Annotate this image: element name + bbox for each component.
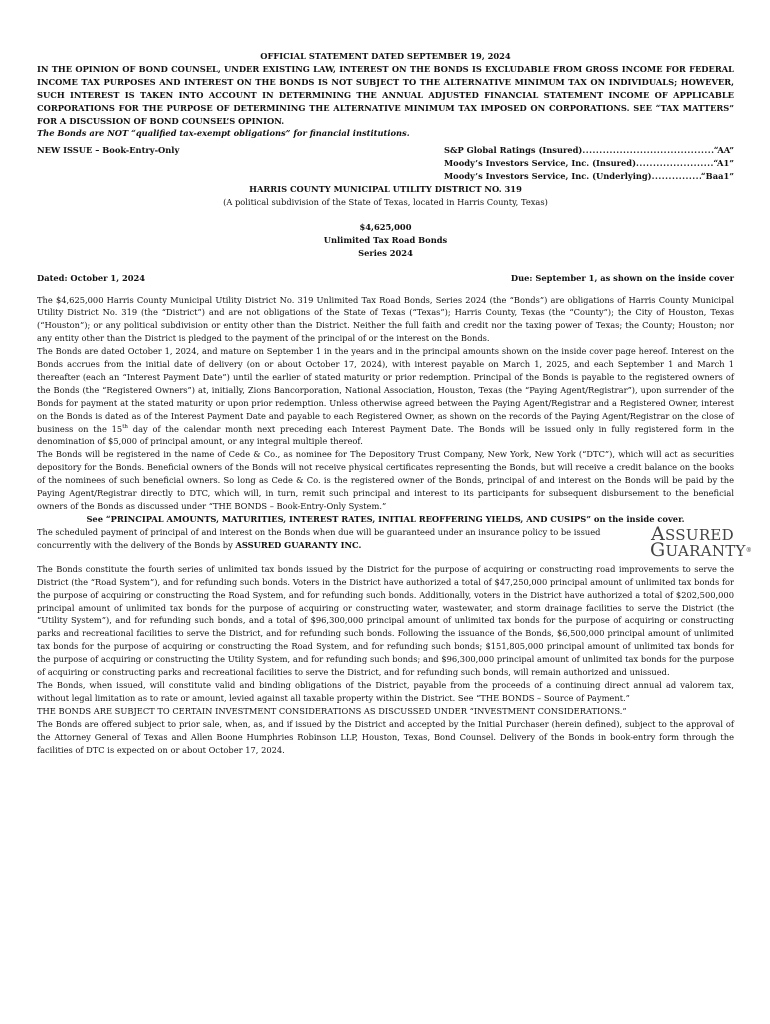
paragraph-obligations: The $4,625,000 Harris County Municipal Utility District No. 319 Unlimited Tax Road Bonds, Series 2024 (the “Bonds”) are obligations of Harris County Municipal Utility District No. 319 (the “District”) and are not obligations of the State of Texas (“Texas”); Harris County, Texas (the “County”); the City of Houston, Texas (“Houston”); or any political subdivision or entity other than the District. Neither the full faith and credit nor the taxing power of Texas; the County; Houston; nor any entity other than the District is pledged to the payment of the principal of or the interest on the Bonds.: [37, 294, 734, 344]
paragraph-book-entry: The Bonds will be registered in the name of Cede & Co., as nominee for The Depository Trust Company, New York, New York (“DTC”), which will act as securities depository for the Bonds. Beneficial owners of the Bonds will not receive physical certificates representing the Bonds, but will receive a credit balance on the books of the nominees of such beneficial owners. So long as Cede & Co. is the registered owner of the Bonds, principal of and interest on the Bonds will be paid by the Paying Agent/Registrar directly to DTC, which will, in turn, remit such principal and interest to its participants for subsequent disbursement to the beneficial owners of the Bonds as discussed under “THE BONDS – Book-Entry-Only System.”: [37, 449, 734, 511]
logo-line-guaranty: GUARANTY®: [650, 538, 753, 561]
leader-dots: [636, 157, 713, 170]
rating-label: Moody’s Investors Service, Inc. (Underlying): [444, 171, 652, 182]
document-title: OFFICIAL STATEMENT DATED SEPTEMBER 19, 2024: [260, 51, 511, 61]
bond-name: Unlimited Tax Road Bonds: [323, 234, 448, 245]
leader-dots: [652, 170, 701, 183]
bond-amount: $4,625,000: [359, 221, 412, 232]
rating-label: Moody’s Investors Service, Inc. (Insured): [444, 158, 636, 169]
issuer-subtitle: (A political subdivision of the State of Texas, located in Harris County, Texas): [223, 196, 548, 207]
rating-sp: [444, 144, 734, 157]
insurance-section: [37, 522, 753, 561]
paragraph-text: The Bonds are dated October 1, 2024, and mature on September 1 in the years and in the principal amounts shown on the inside cover page hereof. Interest on the Bonds accrues from the initial date of delivery (on or about October 17, 2024), with interest payable on March 1, 2025, and each September 1 and March 1 thereafter (each an “Interest Payment Date”) until the earlier of stated maturity or prior redemption. Principal of the Bonds is payable to the registered owners of the Bonds (the “Registered Owners”) at, initially, Zions Bancorporation, National Association, Houston, Texas (the “Paying Agent/Registrar”), upon surrender of the Bonds for payment at the stated maturity or upon prior redemption. Unless otherwise agreed between the Paying Agent/Registrar and a Registered Owner, interest on the Bonds is dated as of the Interest Payment Date and payable to each Registered Owner, as shown on the records of the Paying Agent/Registrar on the close of business on the 15: [37, 346, 734, 434]
rating-moodys-underlying: [444, 170, 734, 183]
rating-value: “Baa1”: [700, 171, 734, 182]
paragraph-offering: The Bonds are offered subject to prior sale, when, as, and if issued by the District and accepted by the Initial Purchaser (herein defined), subject to the approval of the Attorney General of Texas and Allen Boone Humphries Robinson LLP, Houston, Texas, Bond Counsel. Delivery of the Bonds in book-entry form through the facilities of DTC is expected on or about October 17, 2024.: [37, 718, 734, 755]
superscript-th: th: [122, 423, 128, 430]
leader-dots: [582, 144, 713, 157]
bond-title-block: [37, 221, 734, 260]
not-qualified-notice: The Bonds are NOT “qualified tax-exempt obligations” for financial institutions.: [37, 128, 410, 139]
assured-guaranty-logo: [650, 522, 753, 561]
issuer-name: HARRIS COUNTY MUNICIPAL UTILITY DISTRICT NO. 319: [249, 184, 522, 195]
bond-counsel-opinion: IN THE OPINION OF BOND COUNSEL, UNDER EXISTING LAW, INTEREST ON THE BONDS IS EXCLUDABLE FROM GROSS INCOME FOR FEDERAL INCOME TAX PURPOSES AND INTEREST ON THE BONDS IS NOT SUBJECT TO THE ALTERNATIVE MINIMUM TAX ON INDIVIDUALS; HOWEVER, SUCH INTEREST IS TAKEN INTO ACCOUNT IN DETERMINING THE ANNUAL ADJUSTED FINANCIAL STATEMENT INCOME OF APPLICABLE CORPORATIONS FOR THE PURPOSE OF DETERMINING THE ALTERNATIVE MINIMUM TAX IMPOSED ON CORPORATIONS. SEE “TAX MATTERS” FOR A DISCUSSION OF BOND COUNSEL’S OPINION.: [37, 63, 734, 126]
rating-moodys-insured: [444, 157, 734, 170]
paragraph-investment-considerations: THE BONDS ARE SUBJECT TO CERTAIN INVESTMENT CONSIDERATIONS AS DISCUSSED UNDER “INVESTMENT CONSIDERATIONS.”: [37, 705, 627, 716]
rating-value: “AA”: [713, 145, 734, 156]
issue-ratings-row: [37, 144, 734, 183]
body-section: [37, 294, 734, 513]
dated-date: Dated: October 1, 2024: [37, 272, 146, 283]
insurer-name: ASSURED GUARANTY INC.: [235, 539, 362, 550]
logo-line-assured: ASSURED: [650, 522, 734, 545]
paragraph-text: day of the calendar month next preceding each Interest Payment Date. The Bonds will be issued only in fully registered form in the denomination of $5,000 of principal amount, or any integral multiple thereof.: [37, 423, 734, 447]
new-issue-label: NEW ISSUE – Book-Entry-Only: [37, 145, 180, 156]
bond-series: Series 2024: [358, 247, 413, 258]
paragraph-text: The scheduled payment of principal of and interest on the Bonds when due will be guaranteed under an insurance policy to be issued concurrently with the delivery of the Bonds by: [37, 526, 601, 550]
see-inside-cover-note: See “PRINCIPAL AMOUNTS, MATURITIES, INTEREST RATES, INITIAL REOFFERING YIELDS, AND CUSIPS” on the inside cover.: [86, 513, 685, 524]
due-date: Due: September 1, as shown on the inside cover: [510, 272, 734, 283]
paragraph-authorization: The Bonds constitute the fourth series of unlimited tax bonds issued by the District for the purpose of acquiring or constructing road improvements to serve the District (the “Road System”), and for refunding such bonds. Voters in the District have authorized a total of $47,250,000 principal amount of unlimited tax bonds for the purpose of acquiring or constructing the Road System, and for refunding such bonds. Additionally, voters in the District have authorized a total of $202,500,000 principal amount of unlimited tax bonds for the purpose of acquiring or constructing water, wastewater, and storm drainage facilities to serve the District (the “Utility System”), and for refunding such bonds, and a total of $96,300,000 principal amount of unlimited tax bonds for the purpose of acquiring or constructing parks and recreational facilities to serve the District, and for refunding such bonds. Following the issuance of the Bonds, $6,500,000 principal amount of unlimited tax bonds for the purpose of acquiring or constructing the Road System, and for refunding such bonds; $151,805,000 principal amount of unlimited tax bonds for the purpose of acquiring or constructing the Utility System, and for refunding such bonds; and $96,300,000 principal amount of unlimited tax bonds for the purpose of acquiring or constructing parks and recreational facilities to serve the District, and for refunding such bonds, will remain authorized and unissued.: [37, 563, 734, 678]
official-statement-page: [37, 50, 753, 756]
paragraph-dates-interest: [37, 345, 734, 448]
paragraph-valid-obligations: The Bonds, when issued, will constitute valid and binding obligations of the District, payable from the proceeds of a continuing direct annual ad valorem tax, without legal limitation as to rate or amount, levied against all taxable property within the District. See “THE BONDS – Source of Payment.”: [37, 679, 734, 703]
rating-label: S&P Global Ratings (Insured): [444, 145, 583, 156]
rating-value: “A1”: [713, 158, 734, 169]
paragraph-insurance: [37, 526, 637, 552]
dated-due-row: [37, 272, 734, 285]
ratings-list: [444, 144, 734, 183]
